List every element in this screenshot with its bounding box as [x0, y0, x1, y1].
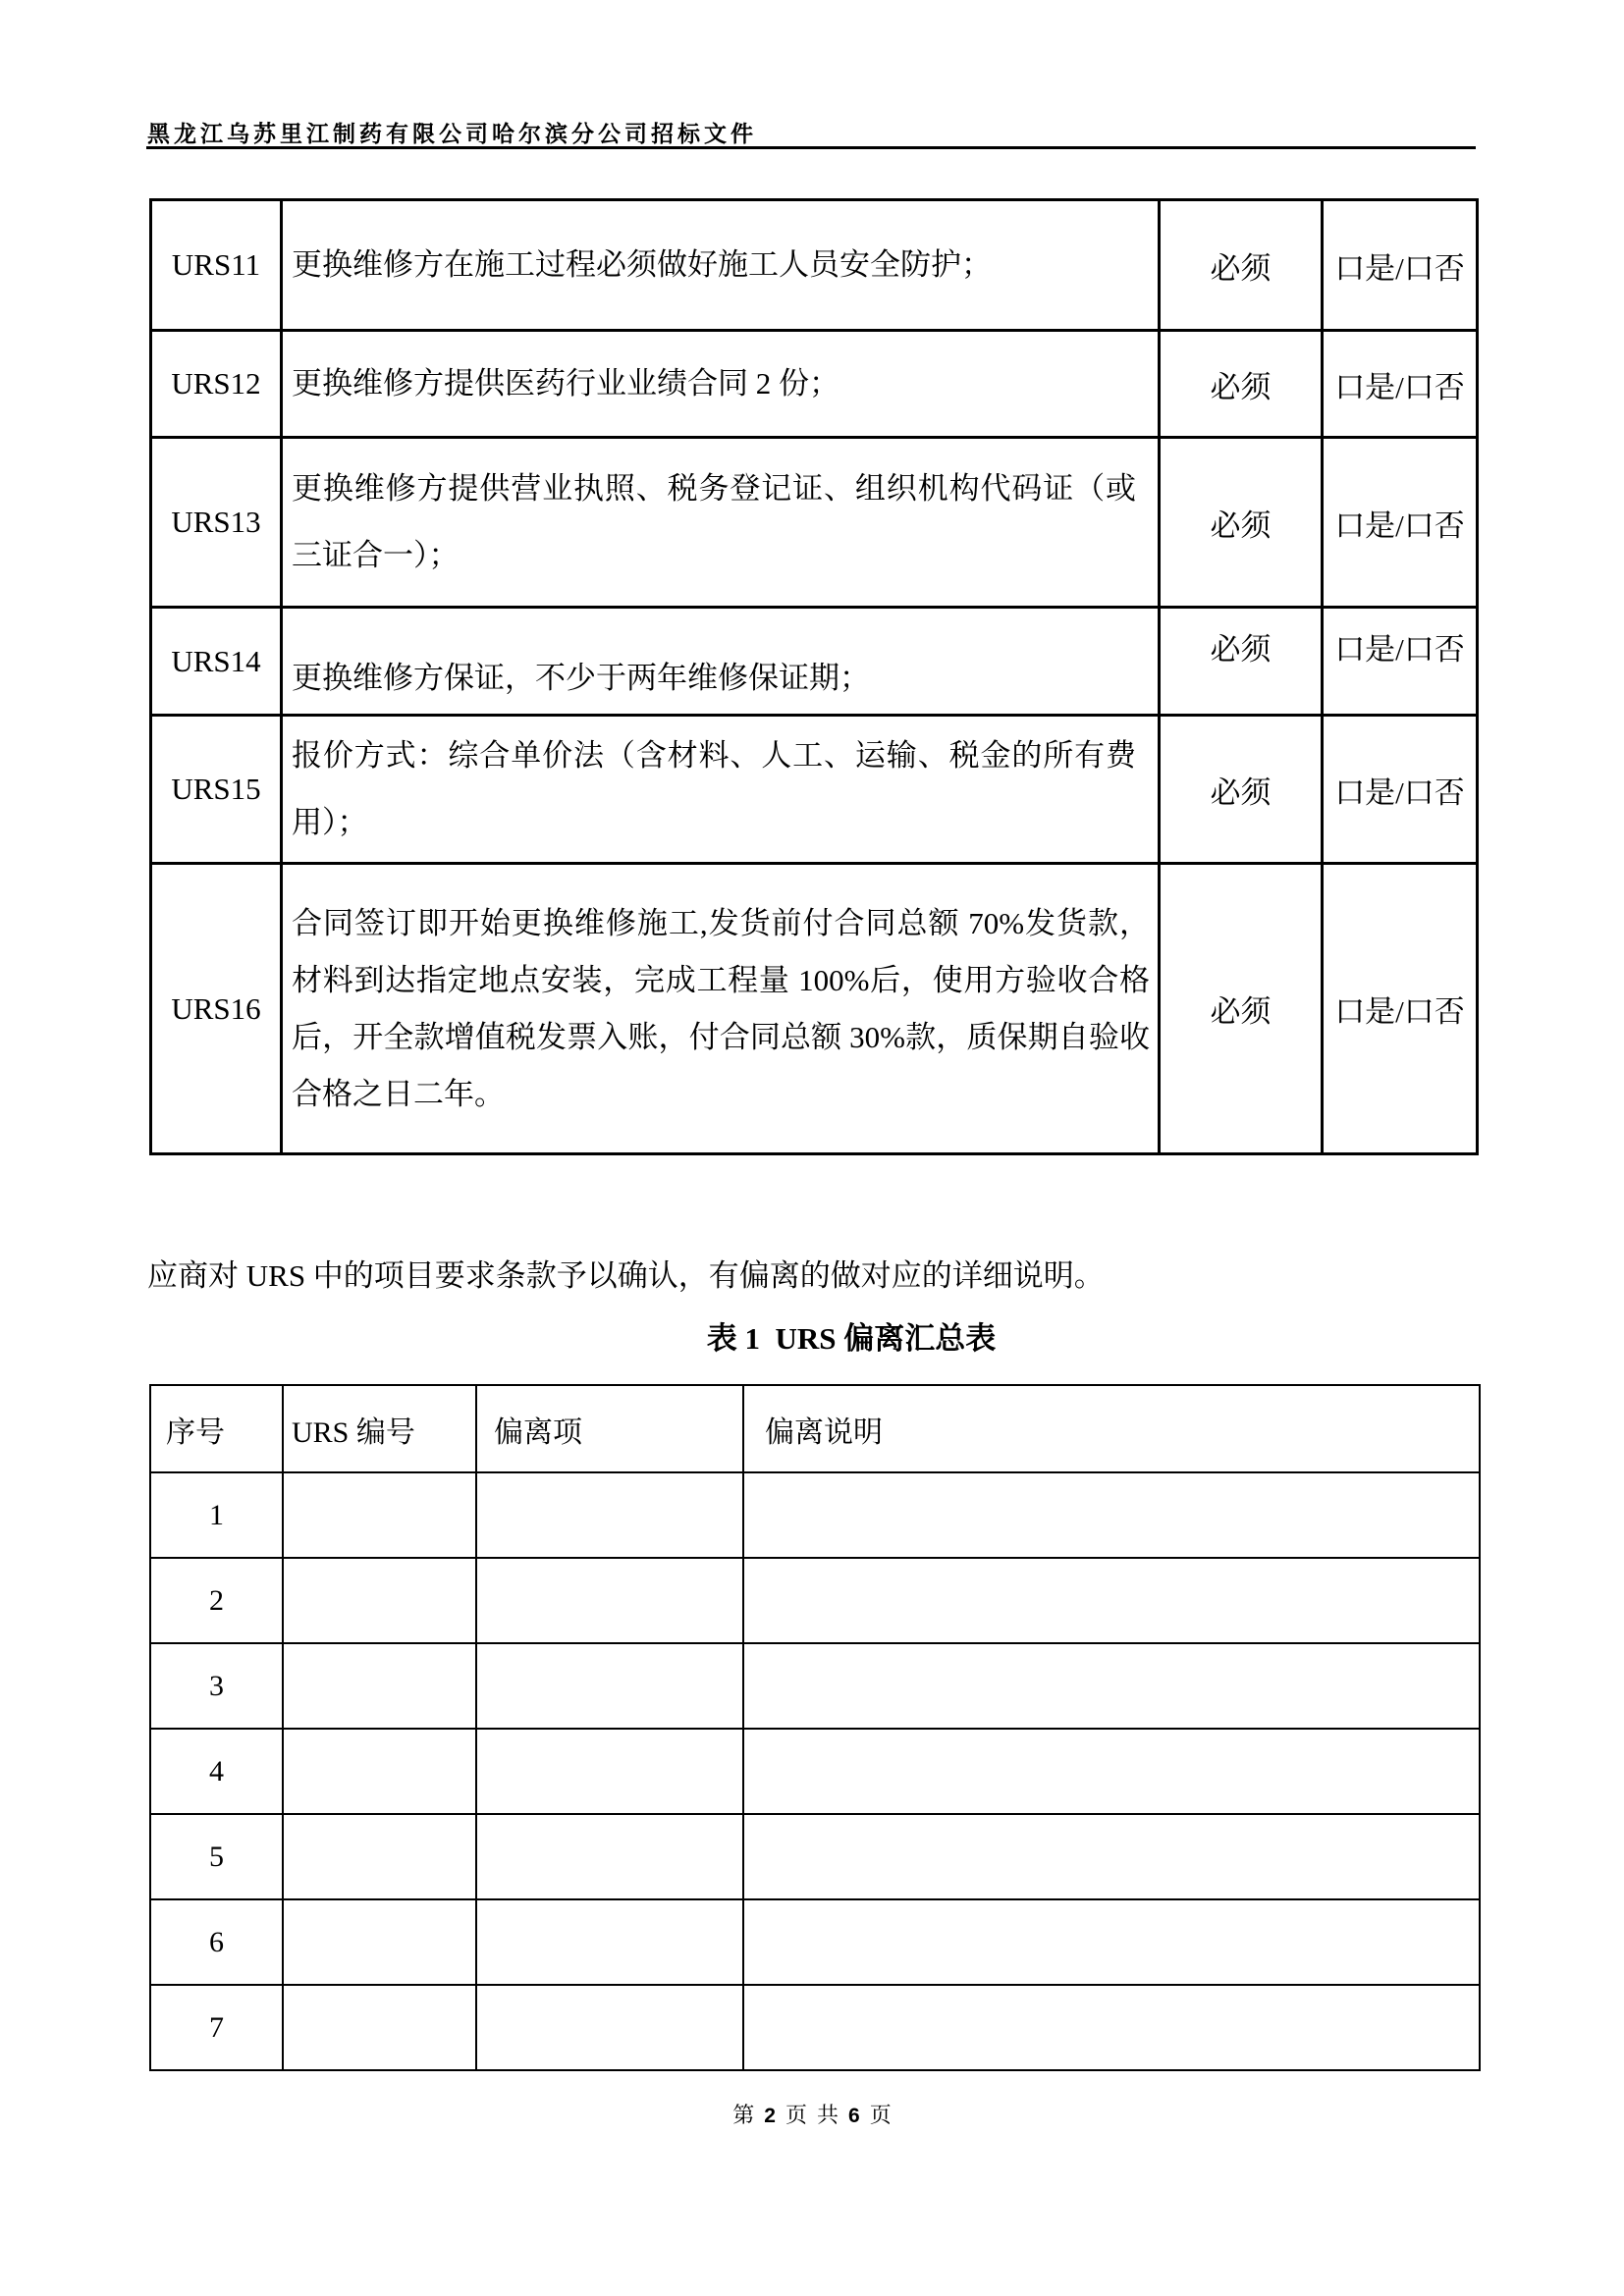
deviation-summary-table — [149, 1384, 1481, 2071]
urs-number-input-cell[interactable] — [283, 1643, 476, 1729]
table-row — [150, 1558, 1480, 1643]
urs-id-cell: URS12 — [151, 331, 282, 438]
total-pages: 6 — [848, 2105, 860, 2127]
note-paragraph: 应商对 URS 中的项目要求条款予以确认，有偏离的做对应的详细说明。 — [147, 1258, 1105, 1293]
table-row — [150, 1472, 1480, 1558]
footer-label: 页 — [785, 2103, 807, 2127]
col-header-deviation-desc: 偏离说明 — [743, 1385, 1480, 1472]
confirm-checkbox-cell[interactable]: 口是/口否 — [1323, 200, 1478, 331]
deviation-desc-input-cell[interactable] — [743, 1558, 1480, 1643]
urs-id-cell: URS13 — [151, 438, 282, 608]
urs-id-cell: URS15 — [151, 716, 282, 864]
requirement-cell: 更换维修方提供医药行业业绩合同 2 份； — [282, 331, 1160, 438]
table-row — [151, 438, 1478, 608]
table-row — [151, 331, 1478, 438]
row-index-cell: 3 — [150, 1643, 283, 1729]
necessity-cell: 必须 — [1160, 200, 1323, 331]
necessity-cell: 必须 — [1160, 331, 1323, 438]
deviation-desc-input-cell[interactable] — [743, 1814, 1480, 1899]
row-index-cell: 4 — [150, 1729, 283, 1814]
footer-label: 页 — [869, 2103, 892, 2127]
urs-id-cell: URS14 — [151, 608, 282, 716]
requirement-cell: 合同签订即开始更换维修施工,发货前付合同总额 70%发货款，材料到达指定地点安装，完成工程量 100%后，使用方验收合格后，开全款增值税发票入账，付合同总额 30%款，质保期自验收合格之日二年。 — [282, 864, 1160, 1154]
urs-id-cell: URS16 — [151, 864, 282, 1154]
table-row — [150, 1985, 1480, 2070]
requirement-cell: 更换维修方保证，不少于两年维修保证期； — [282, 608, 1160, 716]
urs-number-input-cell[interactable] — [283, 1558, 476, 1643]
page-number: 2 — [764, 2105, 776, 2127]
table-row — [151, 864, 1478, 1154]
deviation-desc-input-cell[interactable] — [743, 1899, 1480, 1985]
deviation-item-input-cell[interactable] — [476, 1472, 743, 1558]
necessity-cell: 必须 — [1160, 864, 1323, 1154]
footer-label: 共 — [817, 2103, 839, 2127]
deviation-item-input-cell[interactable] — [476, 1985, 743, 2070]
table-row — [150, 1643, 1480, 1729]
urs-number-input-cell[interactable] — [283, 1899, 476, 1985]
confirm-checkbox-cell[interactable]: 口是/口否 — [1323, 438, 1478, 608]
confirm-checkbox-cell[interactable]: 口是/口否 — [1323, 864, 1478, 1154]
urs-number-input-cell[interactable] — [283, 1472, 476, 1558]
deviation-desc-input-cell[interactable] — [743, 1643, 1480, 1729]
col-header-urs-number: URS 编号 — [283, 1385, 476, 1472]
deviation-table-title: 表 1 URS 偏离汇总表 — [706, 1321, 997, 1356]
page-header-title: 黑龙江乌苏里江制药有限公司哈尔滨分公司招标文件 — [147, 122, 757, 146]
deviation-item-input-cell[interactable] — [476, 1899, 743, 1985]
necessity-cell: 必须 — [1160, 608, 1323, 716]
row-index-cell: 1 — [150, 1472, 283, 1558]
urs-requirements-table — [149, 198, 1479, 1155]
confirm-checkbox-cell[interactable]: 口是/口否 — [1323, 716, 1478, 864]
requirement-cell: 更换维修方提供营业执照、税务登记证、组织机构代码证（或三证合一）； — [282, 438, 1160, 608]
urs-number-input-cell[interactable] — [283, 1729, 476, 1814]
table-row — [151, 608, 1478, 716]
necessity-cell: 必须 — [1160, 438, 1323, 608]
table-row — [150, 1729, 1480, 1814]
confirm-checkbox-cell[interactable]: 口是/口否 — [1323, 331, 1478, 438]
deviation-item-input-cell[interactable] — [476, 1729, 743, 1814]
table-row — [151, 716, 1478, 864]
requirement-cell: 报价方式：综合单价法（含材料、人工、运输、税金的所有费用）； — [282, 716, 1160, 864]
necessity-cell: 必须 — [1160, 716, 1323, 864]
row-index-cell: 6 — [150, 1899, 283, 1985]
table-row — [150, 1899, 1480, 1985]
deviation-desc-input-cell[interactable] — [743, 1729, 1480, 1814]
requirement-cell: 更换维修方在施工过程必须做好施工人员安全防护； — [282, 200, 1160, 331]
row-index-cell: 5 — [150, 1814, 283, 1899]
row-index-cell: 2 — [150, 1558, 283, 1643]
col-header-deviation-item: 偏离项 — [476, 1385, 743, 1472]
table-row — [150, 1814, 1480, 1899]
col-header-index: 序号 — [150, 1385, 283, 1472]
table-header-row — [150, 1385, 1480, 1472]
urs-number-input-cell[interactable] — [283, 1985, 476, 2070]
urs-number-input-cell[interactable] — [283, 1814, 476, 1899]
deviation-item-input-cell[interactable] — [476, 1558, 743, 1643]
deviation-item-input-cell[interactable] — [476, 1643, 743, 1729]
urs-id-cell: URS11 — [151, 200, 282, 331]
footer-label: 第 — [732, 2103, 755, 2127]
header-rule — [146, 146, 1476, 149]
deviation-desc-input-cell[interactable] — [743, 1985, 1480, 2070]
confirm-checkbox-cell[interactable]: 口是/口否 — [1323, 608, 1478, 716]
deviation-desc-input-cell[interactable] — [743, 1472, 1480, 1558]
page-footer — [0, 2099, 1624, 2129]
table-row — [151, 200, 1478, 331]
deviation-item-input-cell[interactable] — [476, 1814, 743, 1899]
row-index-cell: 7 — [150, 1985, 283, 2070]
